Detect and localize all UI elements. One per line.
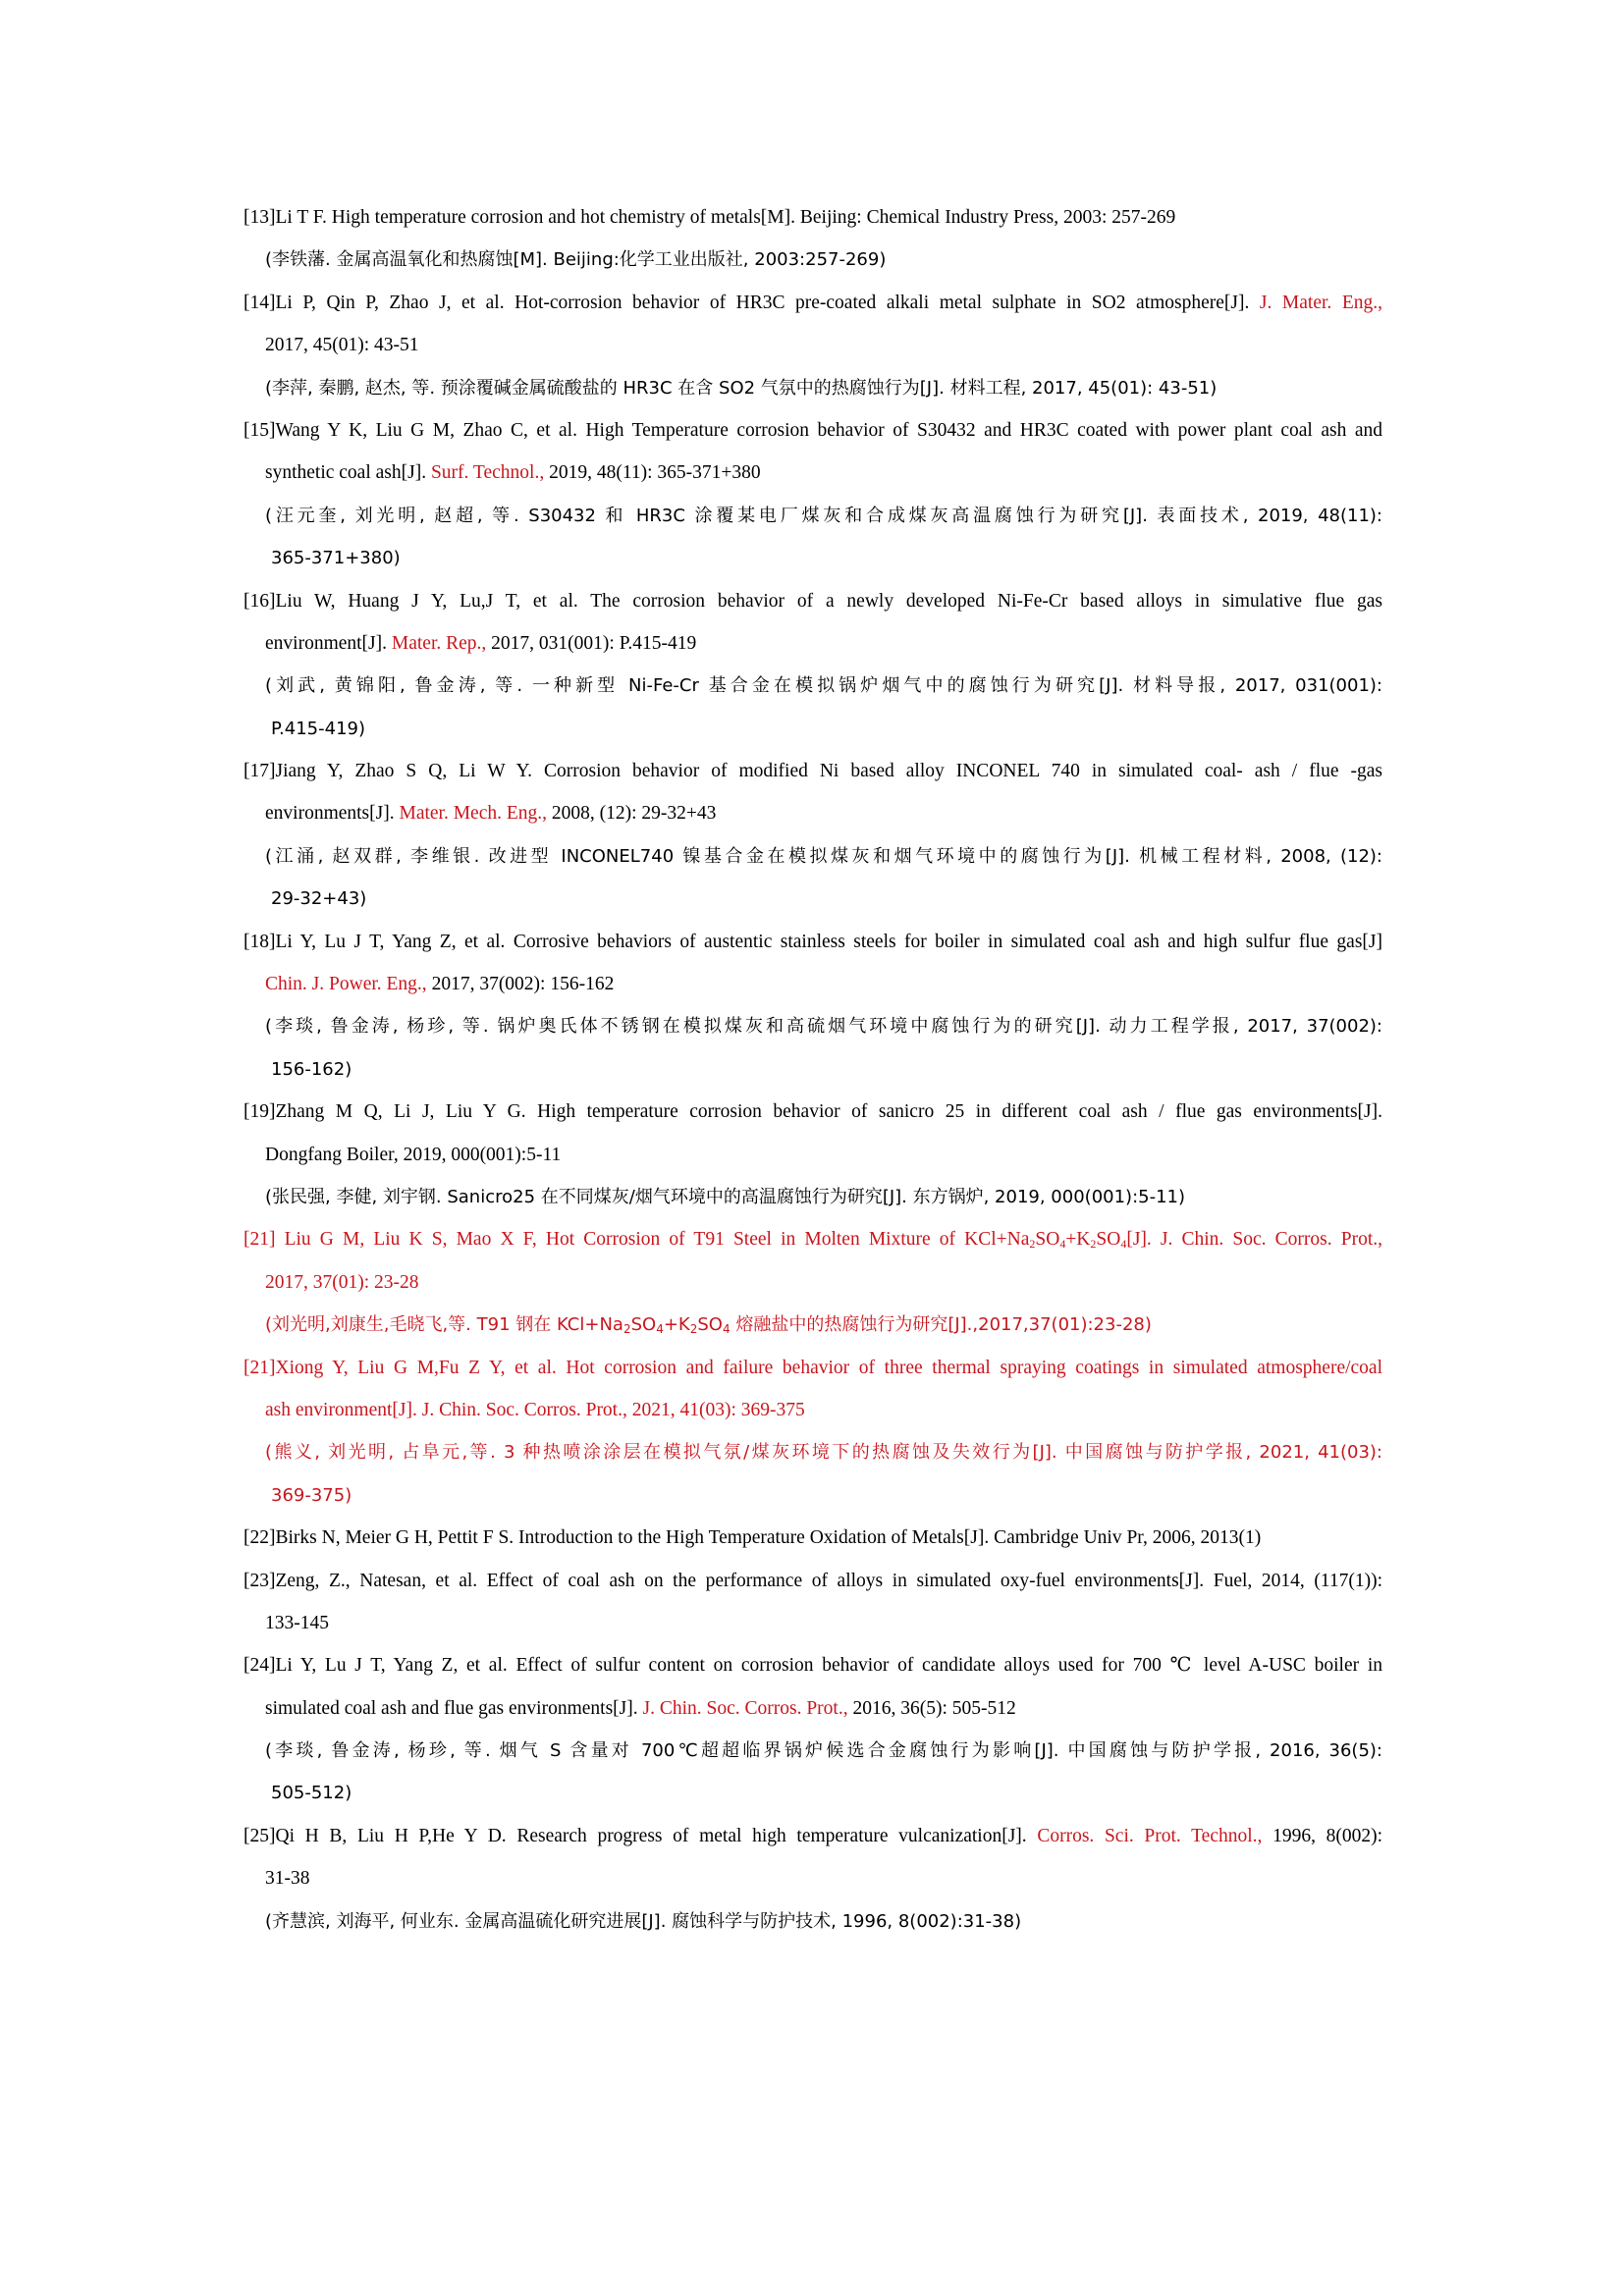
reference-list [244,196,1382,1943]
reference-translation: (江涌, 赵双群, 李维银. 改进型 INCONEL740 镍基合金在模拟煤灰和烟气环境中的腐蚀行为[J]. 机械工程材料, 2008, (12): [265,845,1382,867]
reference-line: simulated coal ash and flue gas environments[J]. J. Chin. Soc. Corros. Prot., 2016, 36(5): 505-512 [265,1697,1016,1719]
reference-21-t91 [244,1218,1382,1346]
reference-line: [23]Zeng, Z., Natesan, et al. Effect of coal ash on the performance of alloys in simulated oxy-fuel environments[J]. Fuel, 2014, (117(1)): [244,1570,1382,1591]
journal-name: J. Chin. Soc. Corros. Prot., [642,1697,848,1719]
reference-19 [244,1091,1382,1218]
reference-translation: (齐慧滨, 刘海平, 何业东. 金属高温硫化研究进展[J]. 腐蚀科学与防护技术, 1996, 8(002):31-38) [265,1910,1022,1932]
reference-25 [244,1815,1382,1943]
reference-line: Chin. J. Power. Eng., 2017, 37(002): 156-162 [265,974,615,995]
reference-15 [244,409,1382,580]
reference-24 [244,1644,1382,1815]
reference-line: [25]Qi H B, Liu H P,He Y D. Research progress of metal high temperature vulcanization[J]. Corros. Sci. Prot. Technol., 1996, 8(002): [244,1825,1382,1846]
reference-translation: (李铁藩. 金属高温氧化和热腐蚀[M]. Beijing:化学工业出版社, 2003:257-269) [265,249,887,271]
journal-name: Mater. Mech. Eng., [399,803,548,825]
reference-line: [18]Li Y, Lu J T, Yang Z, et al. Corrosive behaviors of austentic stainless steels for boiler in simulated coal ash and high sulfur flue gas[J] [244,931,1382,952]
reference-line: [24]Li Y, Lu J T, Yang Z, et al. Effect of sulfur content on corrosion behavior of candidate alloys used for 700 ℃ level A-USC boiler in [244,1655,1382,1677]
reference-translation: (李琰, 鲁金涛, 杨珍, 等. 烟气 S 含量对 700℃超超临界锅炉候选合金腐蚀行为影响[J]. 中国腐蚀与防护学报, 2016, 36(5): [265,1740,1382,1762]
reference-line: [19]Zhang M Q, Li J, Liu Y G. High temperature corrosion behavior of sanicro 25 in different coal ash / flue gas environments[J]. [244,1101,1382,1123]
journal-name: Chin. J. Power. Eng., [265,974,427,995]
reference-translation: (刘武, 黄锦阳, 鲁金涛, 等. 一种新型 Ni-Fe-Cr 基合金在模拟锅炉烟气中的腐蚀行为研究[J]. 材料导报, 2017, 031(001): [265,675,1382,697]
reference-line: [17]Jiang Y, Zhao S Q, Li W Y. Corrosion behavior of modified Ni based alloy INCONEL 740 in simulated coal- ash / flue -gas [244,761,1382,782]
reference-translation: 29-32+43) [271,888,367,910]
reference-17 [244,750,1382,921]
reference-line: 2017, 45(01): 43-51 [265,335,419,356]
journal-name: Corros. Sci. Prot. Technol., [1037,1825,1263,1846]
reference-line: environments[J]. Mater. Mech. Eng., 2008, (12): 29-32+43 [265,803,717,825]
reference-line: 31-38 [265,1868,310,1890]
reference-line: [21] Liu G M, Liu K S, Mao X F, Hot Corrosion of T91 Steel in Molten Mixture of $KCl+Na_2SO_4+K_2SO_4[J]$. J. Chin. Soc. Corros. Prot., [244,1229,1382,1252]
reference-translation: (刘光明,刘康生,毛晓飞,等. T91 钢在 $KCl+Na_2SO_4+K_2SO_4$ 熔融盐中的热腐蚀行为研究[J].,2017,37(01):23-28) [265,1314,1152,1337]
reference-18 [244,921,1382,1092]
reference-line: 2017, 37(01): 23-28 [265,1271,419,1293]
reference-translation: 369-375) [271,1484,352,1506]
journal-name: Surf. Technol., [430,462,545,484]
journal-name: Mater. Rep., [391,632,487,654]
reference-translation: (熊义, 刘光明, 占阜元,等. 3 种热喷涂涂层在模拟气氛/煤灰环境下的热腐蚀及失效行为[J]. 中国腐蚀与防护学报, 2021, 41(03): [265,1442,1382,1464]
reference-translation: 365-371+380) [271,548,401,569]
journal-name: J. Mater. Eng., [1259,292,1382,313]
reference-14 [244,282,1382,409]
reference-line: environment[J]. Mater. Rep., 2017, 031(001): P.415-419 [265,632,697,654]
reference-line: [13]Li T F. High temperature corrosion and hot chemistry of metals[M]. Beijing: Chemical Industry Press, 2003: 257-269 [244,207,1176,228]
reference-16 [244,580,1382,751]
reference-translation: (李萍, 秦鹏, 赵杰, 等. 预涂覆碱金属硫酸盐的 HR3C 在含 SO2 气氛中的热腐蚀行为[J]. 材料工程, 2017, 45(01): 43-51) [265,377,1218,399]
reference-translation: (汪元奎, 刘光明, 赵超, 等. S30432 和 HR3C 涂覆某电厂煤灰和合成煤灰高温腐蚀行为研究[J]. 表面技术, 2019, 48(11): [265,505,1382,526]
reference-line: Dongfang Boiler, 2019, 000(001):5-11 [265,1144,562,1165]
reference-translation: 156-162) [271,1058,352,1080]
reference-translation: (张民强, 李健, 刘宇钢. Sanicro25 在不同煤灰/烟气环境中的高温腐蚀行为研究[J]. 东方锅炉, 2019, 000(001):5-11) [265,1186,1186,1207]
reference-line: synthetic coal ash[J]. Surf. Technol., 2019, 48(11): 365-371+380 [265,462,761,484]
reference-translation: 505-512) [271,1783,352,1804]
reference-line: [21]Xiong Y, Liu G M,Fu Z Y, et al. Hot corrosion and failure behavior of three thermal spraying coatings in simulated atmosphere/coal [244,1357,1382,1378]
reference-line: 133-145 [265,1612,329,1633]
reference-22 [244,1517,1382,1559]
reference-13 [244,196,1382,282]
reference-line: [22]Birks N, Meier G H, Pettit F S. Introduction to the High Temperature Oxidation of Metals[J]. Cambridge Univ Pr, 2006, 2013(1) [244,1527,1262,1549]
reference-line: [14]Li P, Qin P, Zhao J, et al. Hot-corrosion behavior of HR3C pre-coated alkali metal sulphate in SO2 atmosphere[J]. J. Mater. Eng., [244,292,1382,313]
reference-line: [15]Wang Y K, Liu G M, Zhao C, et al. High Temperature corrosion behavior of S30432 and HR3C coated with power plant coal ash and [244,419,1382,441]
reference-translation: P.415-419) [271,718,366,739]
reference-23 [244,1560,1382,1645]
reference-21-xiong [244,1347,1382,1518]
reference-line: ash environment[J]. J. Chin. Soc. Corros. Prot., 2021, 41(03): 369-375 [265,1399,805,1420]
reference-line: [16]Liu W, Huang J Y, Lu,J T, et al. The corrosion behavior of a newly developed Ni-Fe-Cr based alloys in simulative flue gas [244,590,1382,612]
reference-translation: (李琰, 鲁金涛, 杨珍, 等. 锅炉奥氏体不锈钢在模拟煤灰和高硫烟气环境中腐蚀行为的研究[J]. 动力工程学报, 2017, 37(002): [265,1016,1382,1038]
